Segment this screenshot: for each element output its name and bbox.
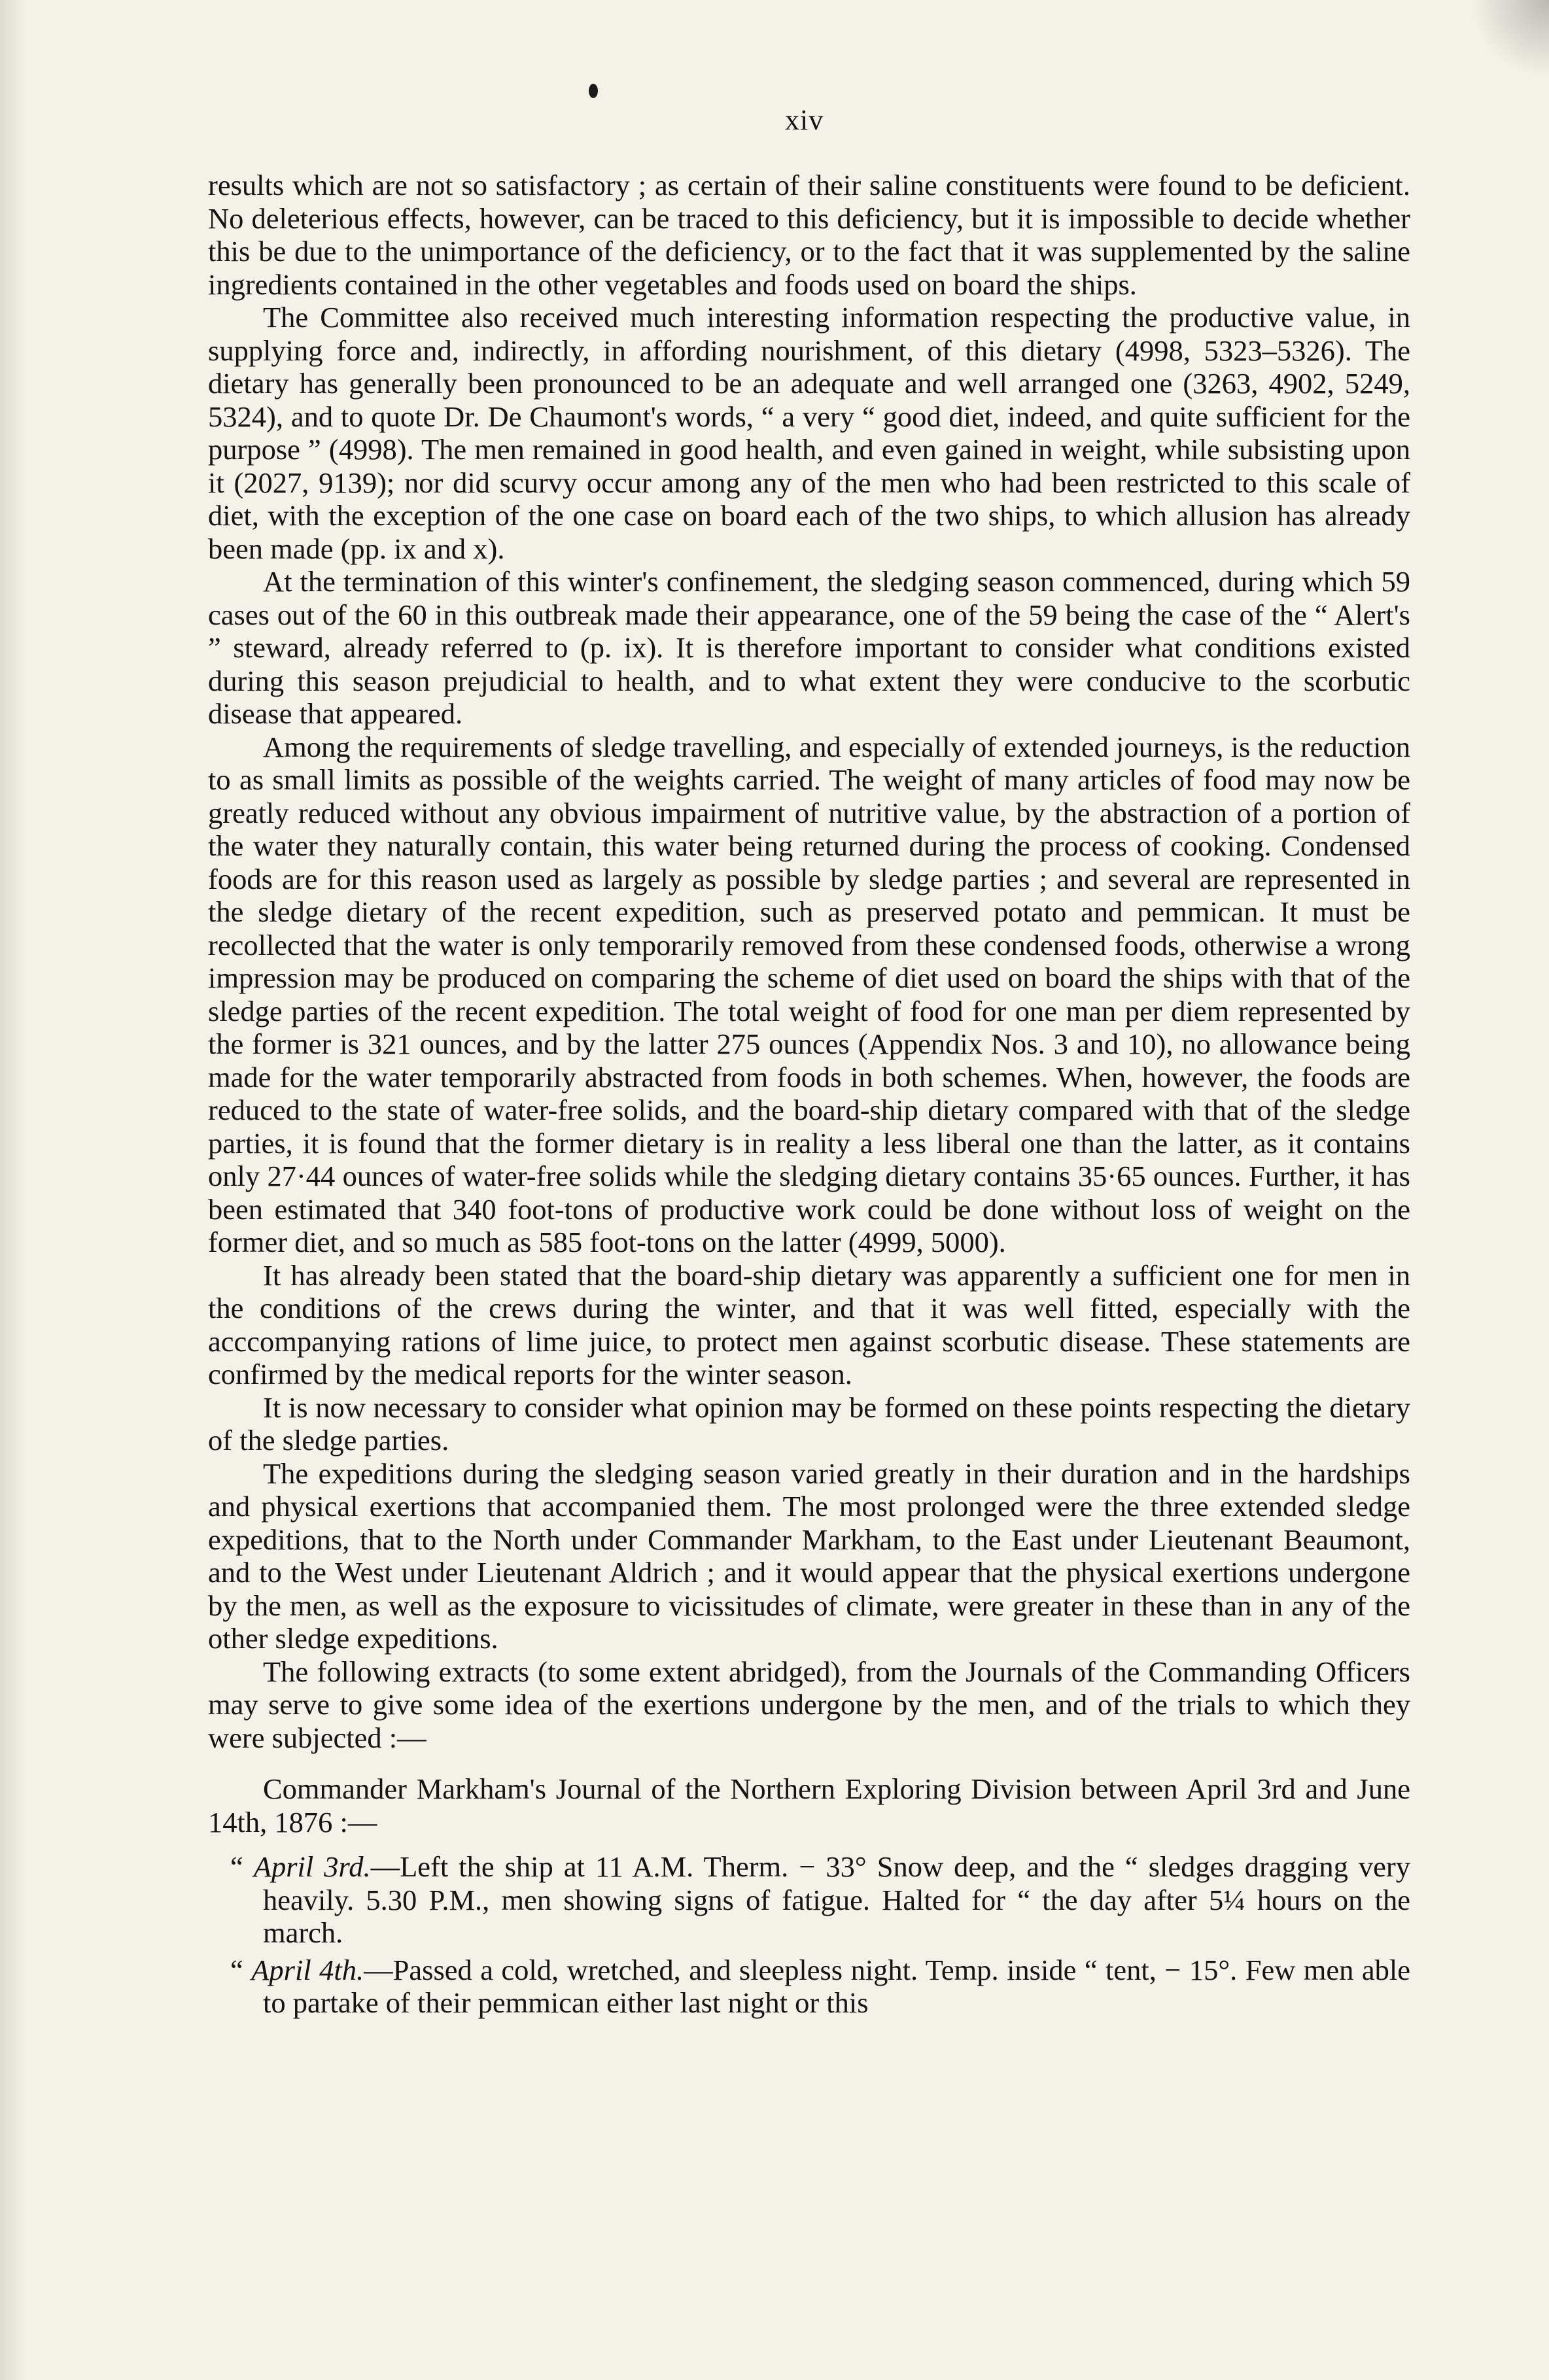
journal-entry: “ April 4th.—Passed a cold, wretched, and sleepless night. Temp. inside “ tent, − 15°. Few men able to partake of their pemmican either last night or this [230, 1953, 1410, 2019]
paragraph: At the termination of this winter's confinement, the sledging season commenced, during which 59 cases out of the 60 in this outbreak made their appearance, one of the 59 being the case of the “ Alert's ” steward, already referred to (p. ix). It is therefore important to consider what conditions existed during this season prejudicial to health, and to what extent they were conducive to the scorbutic disease that appeared. [208, 565, 1410, 730]
journal-entry-date: April 3rd. [253, 1850, 371, 1883]
paragraph: It is now necessary to consider what opinion may be formed on these points respecting the dietary of the sledge parties. [208, 1390, 1410, 1457]
paragraph: results which are not so satisfactory ; as certain of their saline constituents were found to be deficient. No deleterious effects, however, can be traced to this deficiency, but it is impossible to decide whether this be due to the unimportance of the deficiency, or to the fact that it was supplemented by the saline ingredients contained in the other vegetables and foods used on board the ships. [208, 169, 1410, 301]
scan-corner-noise [1471, 0, 1549, 78]
ink-spot [589, 84, 598, 98]
page-number: xiv [785, 104, 824, 136]
journal-entry: “ April 3rd.—Left the ship at 11 A.M. Therm. − 33° Snow deep, and the “ sledges dragging very heavily. 5.30 P.M., men showing signs of fatigue. Halted for “ the day after 5¼ hours on the march. [230, 1850, 1410, 1949]
paragraph: The Committee also received much interesting information respecting the productive value, in supplying force and, indirectly, in affording nourishment, of this dietary (4998, 5323–5326). The dietary has generally been pronounced to be an adequate and well arranged one (3263, 4902, 5249, 5324), and to quote Dr. De Chaumont's words, “ a very “ good diet, indeed, and quite sufficient for the purpose ” (4998). The men remained in good health, and even gained in weight, while subsisting upon it (2027, 9139); nor did scurvy occur among any of the men who had been restricted to this scale of diet, with the exception of the one case on board each of the two ships, to which allusion has already been made (pp. ix and x). [208, 301, 1410, 565]
journal-entry-text: —Passed a cold, wretched, and sleepless night. Temp. inside “ tent, − 15°. Few men able to partake of their pemmican either last night or this [263, 1953, 1410, 2019]
journal-entry-text: —Left the ship at 11 A.M. Therm. − 33° Snow deep, and the “ sledges dragging very heavily. 5.30 P.M., men showing signs of fatigue. Halted for “ the day after 5¼ hours on the march. [263, 1850, 1410, 1949]
body-text [208, 169, 1410, 2020]
paragraph: Among the requirements of sledge travelling, and especially of extended journeys, is the reduction to as small limits as possible of the weights carried. The weight of many articles of food may now be greatly reduced without any obvious impairment of nutritive value, by the abstraction of a portion of the water they naturally contain, this water being returned during the process of cooking. Condensed foods are for this reason used as largely as possible by sledge parties ; and several are represented in the sledge dietary of the recent expedition, such as preserved potato and pemmican. It must be recollected that the water is only temporarily removed from these condensed foods, otherwise a wrong impression may be produced on comparing the scheme of diet used on board the ships with that of the sledge parties of the recent expedition. The total weight of food for one man per diem represented by the former is 321 ounces, and by the latter 275 ounces (Appendix Nos. 3 and 10), no allowance being made for the water temporarily abstracted from foods in both schemes. When, however, the foods are reduced to the state of water-free solids, and the board-ship dietary compared with that of the sledge parties, it is found that the former dietary is in reality a less liberal one than the latter, as it contains only 27·44 ounces of water-free solids while the sledging dietary contains 35·65 ounces. Further, it has been estimated that 340 foot-tons of productive work could be done without loss of weight on the former diet, and so much as 585 foot-tons on the latter (4999, 5000). [208, 730, 1410, 1258]
paragraph: The following extracts (to some extent abridged), from the Journals of the Commanding Officers may serve to give some idea of the exertions undergone by the men, and of the trials to which they were subjected :— [208, 1655, 1410, 1754]
paragraph: It has already been stated that the board-ship dietary was apparently a sufficient one for men in the conditions of the crews during the winter, and that it was well fitted, especially with the acccompanying rations of lime juice, to protect men against scorbutic disease. These statements are confirmed by the medical reports for the winter season. [208, 1258, 1410, 1390]
scan-edge-shadow [0, 0, 26, 2380]
journal-intro: Commander Markham's Journal of the Northern Exploring Division between April 3rd and June 14th, 1876 :— [208, 1772, 1410, 1838]
journal-entry-date: April 4th. [251, 1953, 364, 1986]
paragraph: The expeditions during the sledging season varied greatly in their duration and in the hardships and physical exertions that accompanied them. The most prolonged were the three extended sledge expeditions, that to the North under Commander Markham, to the East under Lieutenant Beaumont, and to the West under Lieutenant Aldrich ; and it would appear that the physical exertions undergone by the men, as well as the exposure to vicissitudes of climate, were greater in these than in any of the other sledge expeditions. [208, 1457, 1410, 1655]
